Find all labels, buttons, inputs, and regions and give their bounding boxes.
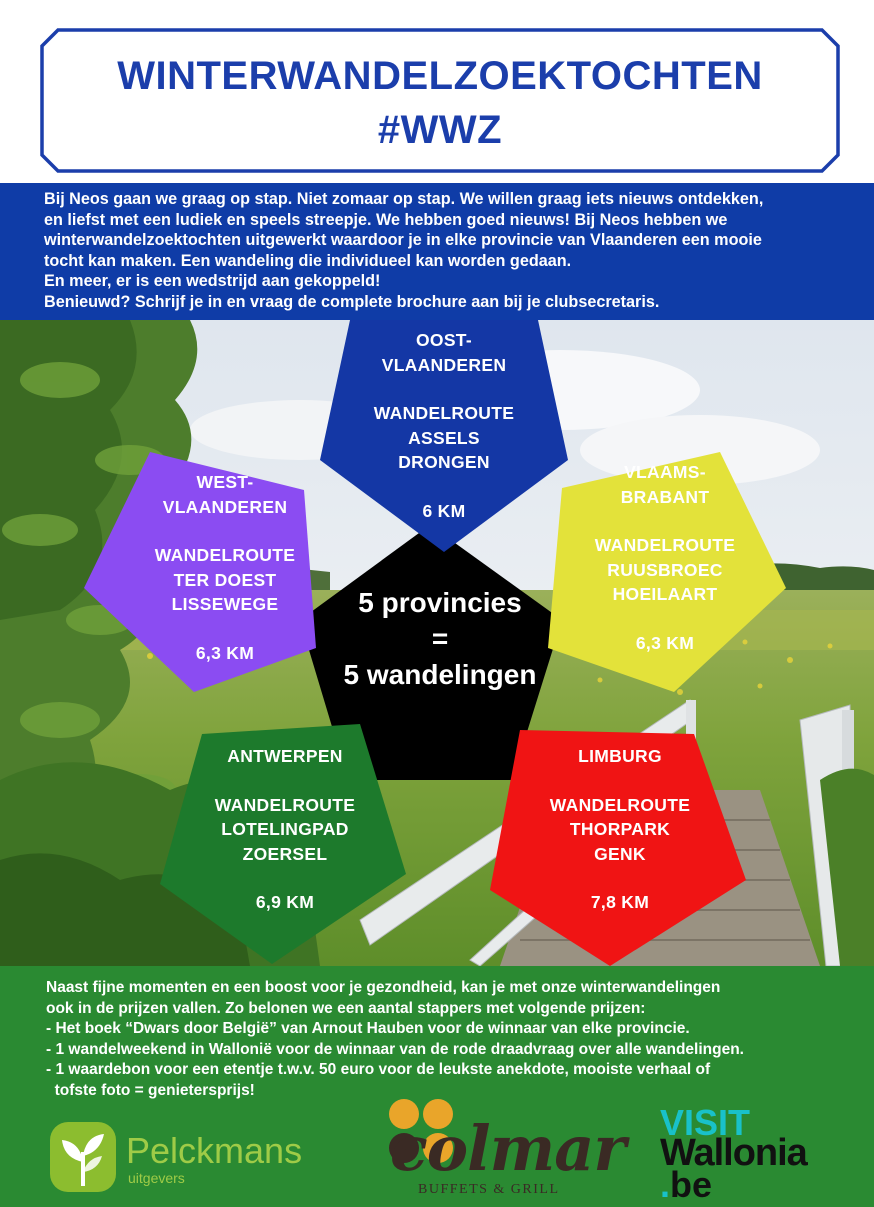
title-box	[40, 28, 840, 173]
walk-distance: 6,3 KM	[195, 642, 255, 663]
walk-province: LIMBURG	[578, 746, 662, 766]
intro-line: Benieuwd? Schrijf je in en vraag de complete brochure aan bij je clubsecretaris.	[44, 292, 660, 311]
intro-paragraph	[0, 183, 874, 320]
walk-oost-vlaanderen	[320, 328, 568, 523]
prizes-paragraph	[46, 978, 866, 1102]
walk-distance: 6,3 KM	[635, 632, 695, 653]
walk-province: OOST-	[416, 330, 472, 350]
walk-route-name: RUUSBROEC	[607, 559, 723, 580]
walk-route-place: GENK	[594, 843, 646, 864]
center-line-3: 5 wandelingen	[343, 659, 537, 690]
walk-vlaams-brabant	[544, 460, 786, 655]
prizes-line: tofste foto = genietersprijs!	[46, 1081, 255, 1099]
visit-wallonia-line-3: .be	[660, 1164, 713, 1205]
center-line-2: =	[431, 623, 449, 654]
walk-province: VLAANDEREN	[162, 496, 288, 517]
prizes-line: - Het boek “Dwars door België” van Arnout Hauben voor de winnaar van elke provincie.	[46, 1020, 690, 1038]
center-line-1: 5 provincies	[358, 587, 522, 618]
walk-province: VLAANDEREN	[381, 354, 507, 375]
pelckmans-leaf-icon	[50, 1122, 116, 1192]
walk-limburg	[495, 744, 745, 915]
prizes-section	[0, 966, 874, 1207]
walk-distance: 7,8 KM	[590, 892, 650, 912]
walk-west-vlaanderen	[105, 470, 345, 665]
walk-route-label: WANDELROUTE	[214, 794, 356, 815]
walk-route-place: LISSEWEGE	[171, 594, 279, 614]
walk-province: WEST-	[196, 472, 254, 492]
walk-route-name: TER DOEST	[173, 569, 277, 590]
visit-wallonia-line-2: Wallonia	[660, 1132, 807, 1174]
page-hashtag: #WWZ	[377, 108, 503, 152]
walk-route-label: WANDELROUTE	[373, 403, 515, 423]
walk-distance: 6,9 KM	[255, 892, 315, 912]
prizes-line: ook in de prijzen vallen. Zo belonen we een aantal stappers met volgende prijzen:	[46, 999, 646, 1017]
prizes-line: - 1 wandelweekend in Wallonië voor de winnaar van de rode draadvraag over alle wandelingen.	[46, 1040, 744, 1058]
intro-line: Bij Neos gaan we graag op stap. Niet zomaar op stap. We willen graag iets nieuws ontdekken,	[44, 190, 764, 208]
walk-route-place: DRONGEN	[398, 452, 490, 472]
landscape-photo	[0, 320, 874, 966]
walk-province: VLAAMS-	[624, 462, 706, 482]
pelckmans-logo	[50, 1118, 350, 1198]
walk-route-label: WANDELROUTE	[594, 535, 736, 555]
walk-province: BRABANT	[620, 486, 710, 507]
colmar-sub: BUFFETS & GRILL	[418, 1182, 560, 1197]
pelckmans-sub: uitgevers	[128, 1170, 185, 1186]
walk-route-label: WANDELROUTE	[154, 545, 296, 565]
intro-line: En meer, er is een wedstrijd aan gekoppeld!	[44, 272, 381, 290]
prizes-line: Naast fijne momenten en een boost voor je gezondheid, kan je met onze winterwandelingen	[46, 979, 721, 996]
walk-route-place: ZOERSEL	[242, 843, 328, 864]
intro-line: tocht kan maken. Een wandeling die individueel kan worden gedaan.	[44, 251, 572, 270]
colmar-logo	[388, 1098, 626, 1202]
walk-route-place: HOEILAART	[612, 584, 718, 604]
walk-route-name: THORPARK	[569, 819, 671, 839]
walk-province: ANTWERPEN	[227, 746, 343, 766]
walk-route-label: WANDELROUTE	[549, 794, 691, 815]
colmar-name: colmar	[390, 1112, 626, 1185]
prizes-line: - 1 waardebon voor een etentje t.w.v. 50 euro voor de leukste anekdote, mooiste verhaal of	[46, 1061, 711, 1079]
walk-route-name: ASSELS	[408, 427, 480, 448]
walk-distance: 6 KM	[422, 500, 466, 521]
visit-wallonia-line-1: VISIT	[660, 1102, 751, 1143]
walk-route-name: LOTELINGPAD	[221, 819, 349, 839]
walk-antwerpen	[160, 744, 410, 915]
page-title: WINTERWANDELZOEKTOCHTEN	[117, 54, 763, 98]
visit-wallonia-logo	[660, 1102, 860, 1205]
intro-line: en liefst met een ludiek en speels streepje. We hebben goed nieuws! Bij Neos hebben we	[44, 210, 728, 229]
intro-line: winterwandelzoektochten uitgewerkt waardoor je in elke provincie van Vlaanderen een mooie	[44, 231, 762, 249]
pelckmans-name: Pelckmans	[126, 1130, 303, 1171]
